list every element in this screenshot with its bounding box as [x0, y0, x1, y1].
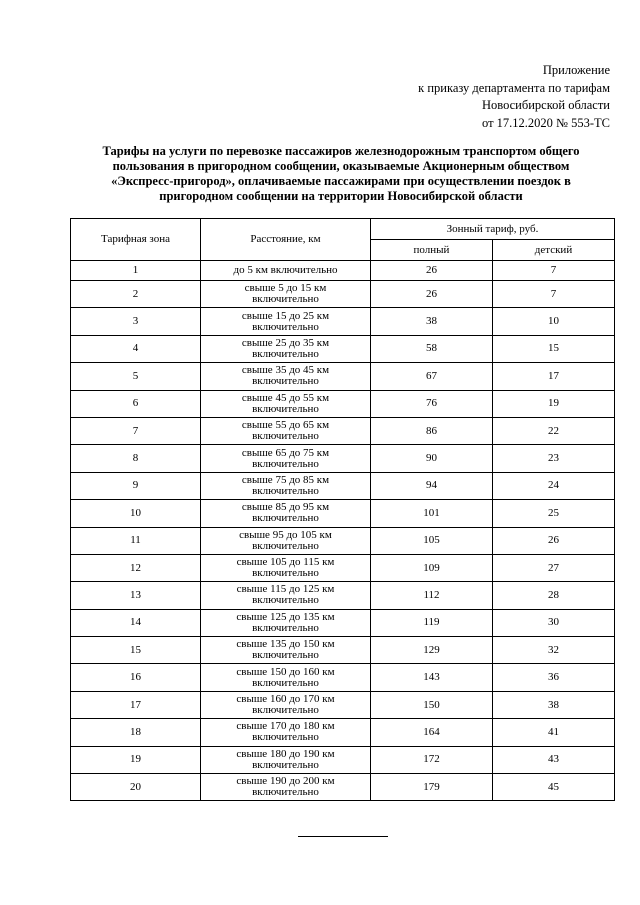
zone-cell: 10 — [71, 500, 201, 527]
distance-cell: свыше 180 до 190 км включительно — [201, 746, 371, 773]
table-row — [71, 774, 615, 801]
header-distance: Расстояние, км — [201, 219, 371, 261]
zone-cell: 12 — [71, 554, 201, 581]
zone-cell: 18 — [71, 719, 201, 746]
zone-cell: 8 — [71, 445, 201, 472]
full-tariff-cell: 76 — [371, 390, 493, 417]
annex-line: Приложение — [542, 63, 610, 77]
header-tariff: Зонный тариф, руб. — [371, 219, 615, 240]
zone-cell: 14 — [71, 609, 201, 636]
zone-cell: 4 — [71, 335, 201, 362]
full-tariff-cell: 119 — [371, 609, 493, 636]
distance-cell: свыше 15 до 25 км включительно — [201, 308, 371, 335]
header-zone: Тарифная зона — [71, 219, 201, 261]
child-tariff-cell: 10 — [493, 308, 615, 335]
child-tariff-cell: 36 — [493, 664, 615, 691]
table-row — [71, 609, 615, 636]
distance-cell: свыше 35 до 45 км включительно — [201, 363, 371, 390]
table-row — [71, 363, 615, 390]
header-child: детский — [493, 240, 615, 261]
full-tariff-cell: 86 — [371, 417, 493, 444]
distance-cell: до 5 км включительно — [201, 261, 371, 281]
zone-cell: 17 — [71, 691, 201, 718]
child-tariff-cell: 7 — [493, 261, 615, 281]
zone-cell: 6 — [71, 390, 201, 417]
distance-cell: свыше 65 до 75 км включительно — [201, 445, 371, 472]
child-tariff-cell: 7 — [493, 281, 615, 308]
child-tariff-cell: 43 — [493, 746, 615, 773]
child-tariff-cell: 26 — [493, 527, 615, 554]
annex-line: от 17.12.2020 № 553-ТС — [482, 115, 610, 130]
child-tariff-cell: 15 — [493, 335, 615, 362]
child-tariff-cell: 25 — [493, 500, 615, 527]
table-row — [71, 582, 615, 609]
full-tariff-cell: 164 — [371, 719, 493, 746]
zone-cell: 20 — [71, 774, 201, 801]
child-tariff-cell: 32 — [493, 637, 615, 664]
full-tariff-cell: 179 — [371, 774, 493, 801]
full-tariff-cell: 150 — [371, 691, 493, 718]
full-tariff-cell: 105 — [371, 527, 493, 554]
child-tariff-cell: 28 — [493, 582, 615, 609]
zone-cell: 2 — [71, 281, 201, 308]
zone-cell: 11 — [71, 527, 201, 554]
annex-block — [418, 62, 610, 132]
distance-cell: свыше 125 до 135 км включительно — [201, 609, 371, 636]
distance-cell: свыше 135 до 150 км включительно — [201, 637, 371, 664]
full-tariff-cell: 67 — [371, 363, 493, 390]
table-row — [71, 554, 615, 581]
full-tariff-cell: 94 — [371, 472, 493, 499]
distance-cell: свыше 105 до 115 км включительно — [201, 554, 371, 581]
child-tariff-cell: 17 — [493, 363, 615, 390]
distance-cell: свыше 95 до 105 км включительно — [201, 527, 371, 554]
title-line: пригородном сообщении на территории Новосибирской области — [159, 189, 523, 203]
child-tariff-cell: 38 — [493, 691, 615, 718]
zone-cell: 3 — [71, 308, 201, 335]
zone-cell: 16 — [71, 664, 201, 691]
table-row — [71, 308, 615, 335]
distance-cell: свыше 190 до 200 км включительно — [201, 774, 371, 801]
full-tariff-cell: 38 — [371, 308, 493, 335]
distance-cell: свыше 150 до 160 км включительно — [201, 664, 371, 691]
table-row — [71, 527, 615, 554]
distance-cell: свыше 85 до 95 км включительно — [201, 500, 371, 527]
child-tariff-cell: 27 — [493, 554, 615, 581]
distance-cell: свыше 25 до 35 км включительно — [201, 335, 371, 362]
table-row — [71, 335, 615, 362]
table-row — [71, 417, 615, 444]
distance-cell: свыше 5 до 15 км включительно — [201, 281, 371, 308]
table-row — [71, 746, 615, 773]
header-full: полный — [371, 240, 493, 261]
child-tariff-cell: 22 — [493, 417, 615, 444]
child-tariff-cell: 23 — [493, 445, 615, 472]
distance-cell: свыше 45 до 55 км включительно — [201, 390, 371, 417]
table-row — [71, 719, 615, 746]
annex-line: к приказу департамента по тарифам — [418, 80, 610, 95]
full-tariff-cell: 143 — [371, 664, 493, 691]
child-tariff-cell: 45 — [493, 774, 615, 801]
zone-cell: 9 — [71, 472, 201, 499]
full-tariff-cell: 172 — [371, 746, 493, 773]
table-row — [71, 664, 615, 691]
distance-cell: свыше 115 до 125 км включительно — [201, 582, 371, 609]
zone-cell: 5 — [71, 363, 201, 390]
title-line: Тарифы на услуги по перевозке пассажиров железнодорожным транспортом общего — [102, 144, 580, 158]
child-tariff-cell: 30 — [493, 609, 615, 636]
zone-cell: 7 — [71, 417, 201, 444]
distance-cell: свыше 170 до 180 км включительно — [201, 719, 371, 746]
child-tariff-cell: 41 — [493, 719, 615, 746]
document-title — [70, 144, 612, 204]
distance-cell: свыше 75 до 85 км включительно — [201, 472, 371, 499]
table-row — [71, 445, 615, 472]
table-row — [71, 281, 615, 308]
table-row — [71, 472, 615, 499]
table-header-row — [71, 219, 615, 240]
full-tariff-cell: 26 — [371, 261, 493, 281]
title-line: «Экспресс-пригород», оплачиваемые пассажирами при осуществлении поездок в — [111, 174, 571, 188]
full-tariff-cell: 90 — [371, 445, 493, 472]
full-tariff-cell: 129 — [371, 637, 493, 664]
distance-cell: свыше 160 до 170 км включительно — [201, 691, 371, 718]
full-tariff-cell: 101 — [371, 500, 493, 527]
table-row — [71, 500, 615, 527]
table-body — [71, 261, 615, 801]
table-row — [71, 390, 615, 417]
table-row — [71, 637, 615, 664]
full-tariff-cell: 112 — [371, 582, 493, 609]
full-tariff-cell: 58 — [371, 335, 493, 362]
annex-line: Новосибирской области — [481, 98, 610, 112]
table-row — [71, 691, 615, 718]
child-tariff-cell: 24 — [493, 472, 615, 499]
distance-cell: свыше 55 до 65 км включительно — [201, 417, 371, 444]
full-tariff-cell: 26 — [371, 281, 493, 308]
zone-cell: 19 — [71, 746, 201, 773]
zone-cell: 15 — [71, 637, 201, 664]
title-line: пользования в пригородном сообщении, оказываемые Акционерным обществом — [112, 159, 570, 173]
tariff-table — [70, 218, 615, 801]
footer-divider — [298, 836, 388, 837]
table-row — [71, 261, 615, 281]
child-tariff-cell: 19 — [493, 390, 615, 417]
zone-cell: 1 — [71, 261, 201, 281]
full-tariff-cell: 109 — [371, 554, 493, 581]
zone-cell: 13 — [71, 582, 201, 609]
